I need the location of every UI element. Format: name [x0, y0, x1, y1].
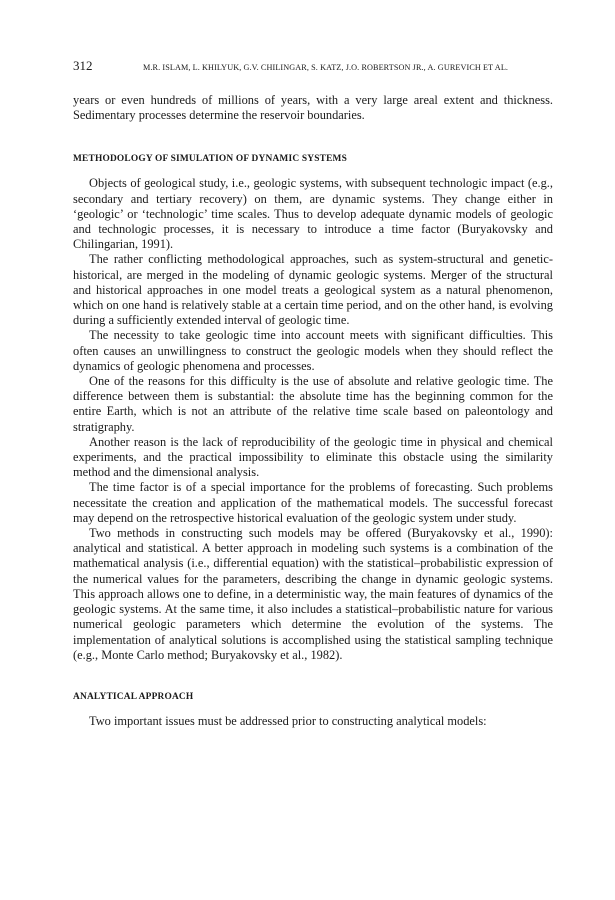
- paragraph: Objects of geological study, i.e., geologic systems, with subsequent technologic impact (e.g., secondary and tertiary recovery) on them, are dynamic systems. They change either in ‘geologic’ or ‘technologic’ time scales. Thus to develop adequate dynamic models of geologic and technologic processes, it is necessary to introduce a time factor (Buryakovsky and Chilingarian, 1991).: [73, 176, 553, 252]
- running-head-authors: M.R. ISLAM, L. KHILYUK, G.V. CHILINGAR, S. KATZ, J.O. ROBERTSON JR., A. GUREVICH ET AL.: [143, 63, 509, 72]
- page-number: 312: [73, 58, 93, 73]
- paragraph: The rather conflicting methodological approaches, such as system-structural and genetic-historical, are merged in the modeling of dynamic geologic systems. Merger of the structural and historical approaches in one model treats a geological system as a natural phenomenon, which on one hand is relatively stable at a certain time period, and on the other hand, is evolving during a sufficiently extended interval of geologic time.: [73, 252, 553, 328]
- paragraph: The necessity to take geologic time into account meets with significant difficulties. This often causes an unwillingness to construct the geologic models when they should reflect the dynamics of geologic phenomena and processes.: [73, 328, 553, 373]
- section-heading-methodology: METHODOLOGY OF SIMULATION OF DYNAMIC SYSTEMS: [73, 154, 348, 165]
- page: [73, 58, 553, 729]
- paragraph: The time factor is of a special importance for the problems of forecasting. Such problems necessitate the creation and application of the mathematical models. The successful forecast may depend on the retrospective historical evaluation of the geologic system under study.: [73, 480, 553, 525]
- section-methodology-body: [73, 176, 553, 663]
- paragraph: One of the reasons for this difficulty is the use of absolute and relative geologic time. The difference between them is substantial: the absolute time has the beginning common for the entire Earth, which is not an attribute of the relative time scale based on paleontology and stratigraphy.: [73, 374, 553, 434]
- paragraph: Two methods in constructing such models may be offered (Buryakovsky et al., 1990): analytical and statistical. A better approach in modeling such systems is a combination of the mathematical analysis (i.e., differential equation) with the statistical–probabilistic expression of the numerical values for the parameters, describing the change in dynamic geologic systems. This approach allows one to define, in a deterministic way, the main features of dynamics of the geologic systems. At the same time, it also includes a statistical–probabilistic nature for various numerical geologic parameters which determine the evolution of the systems. The implementation of analytical solutions is accomplished using the statistical sampling technique (e.g., Monte Carlo method; Buryakovsky et al., 1982).: [73, 526, 553, 662]
- paragraph: Another reason is the lack of reproducibility of the geologic time in physical and chemical experiments, and the practical impossibility to eliminate this obstacle using the similarity method and the dimensional analysis.: [73, 434, 553, 480]
- section-analytical-body: [73, 714, 553, 729]
- section-heading-analytical-approach: ANALYTICAL APPROACH: [73, 691, 194, 702]
- running-head: [73, 58, 553, 78]
- paragraph: Two important issues must be addressed prior to constructing analytical models:: [89, 713, 487, 728]
- intro-paragraph: years or even hundreds of millions of years, with a very large areal extent and thickness. Sedimentary processes determine the reservoir boundaries.: [73, 93, 553, 123]
